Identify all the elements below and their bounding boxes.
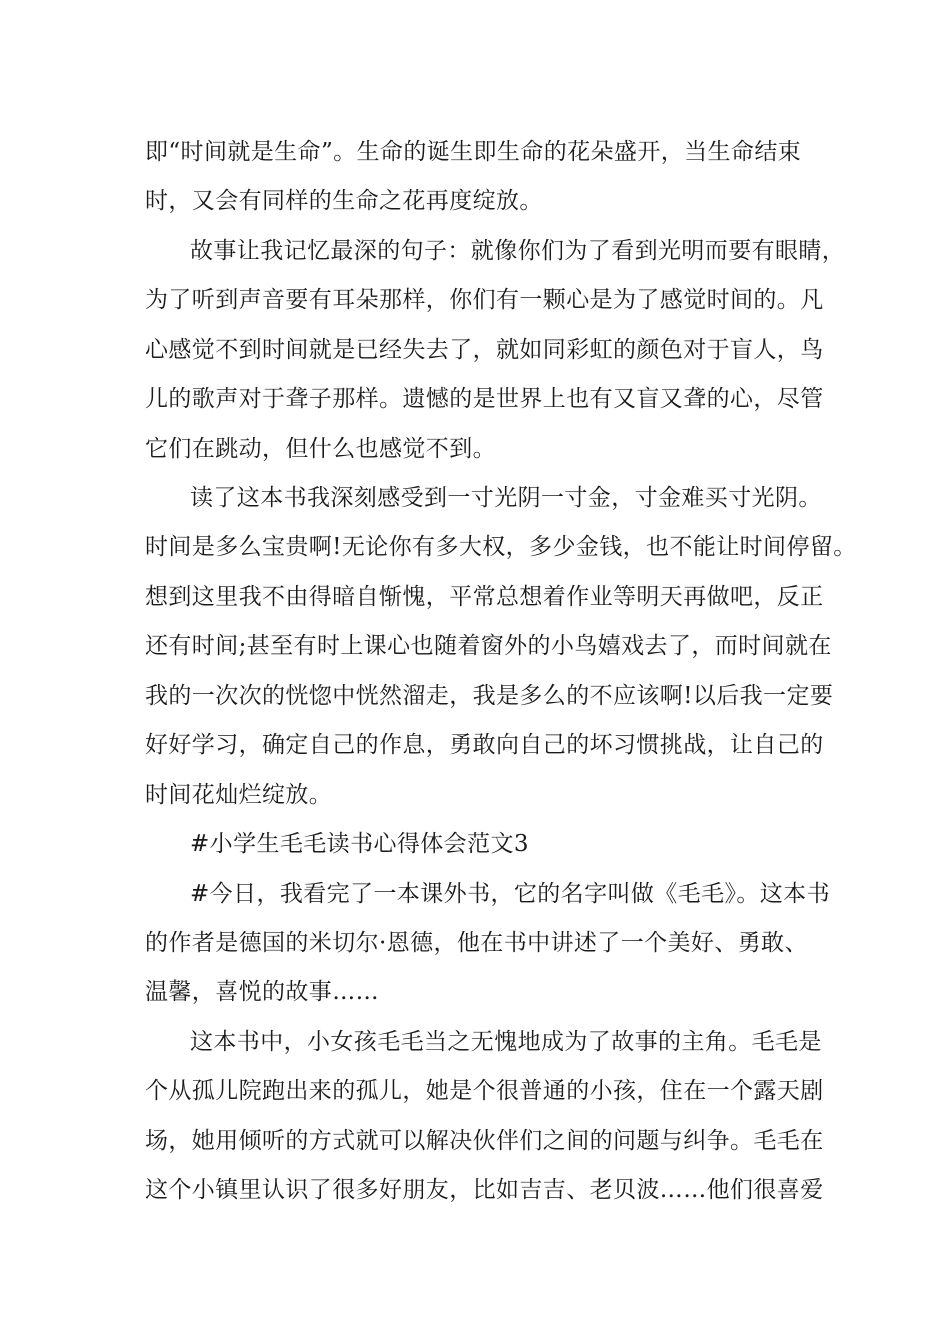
text-line: 场，她用倾听的方式就可以解决伙伴们之间的问题与纠争。毛毛在 — [145, 1128, 824, 1154]
text-line: 的作者是德国的米切尔·恩德，他在书中讲述了一个美好、勇敢、 — [145, 930, 808, 956]
section-heading: #小学生毛毛读书心得体会范文3 — [190, 831, 529, 857]
paragraph-start-line: #今日，我看完了一本课外书，它的名字叫做《毛毛》。这本书 — [190, 881, 830, 907]
text-line: 想到这里我不由得暗自惭愧，平常总想着作业等明天再做吧，反正 — [145, 584, 824, 610]
text-line: 儿的歌声对于聋子那样。遗憾的是世界上也有又盲又聋的心，尽管 — [145, 386, 824, 412]
text-line: 还有时间;甚至有时上课心也随着窗外的小鸟嬉戏去了，而时间就在 — [145, 633, 832, 659]
text-line: 心感觉不到时间就是已经失去了，就如同彩虹的颜色对于盲人，鸟 — [145, 337, 824, 363]
text-line: 个从孤儿院跑出来的孤儿，她是个很普通的小孩，住在一个露天剧 — [145, 1078, 824, 1104]
text-line: 时，又会有同样的生命之花再度绽放。 — [145, 188, 543, 214]
text-line: 为了听到声音要有耳朵那样，你们有一颗心是为了感觉时间的。凡 — [145, 287, 824, 313]
text-line: 温馨，喜悦的故事…… — [145, 979, 379, 1005]
paragraph-start-line: 这本书中，小女孩毛毛当之无愧地成为了故事的主角。毛毛是 — [190, 1029, 822, 1055]
text-line: 它们在跳动，但什么也感觉不到。 — [145, 436, 496, 462]
text-line: 即“时间就是生命”。生命的诞生即生命的花朵盛开，当生命结束 — [145, 139, 802, 165]
text-line: 时间花灿烂绽放。 — [145, 782, 333, 808]
text-line: 时间是多么宝贵啊!无论你有多大权，多少金钱，也不能让时间停留。 — [145, 534, 857, 560]
text-line: 好好学习，确定自己的作息，勇敢向自己的坏习惯挑战，让自己的 — [145, 732, 824, 758]
paragraph-start-line: 读了这本书我深刻感受到一寸光阴一寸金，寸金难买寸光阴。 — [190, 485, 822, 511]
text-line: 我的一次次的恍惚中恍然溜走，我是多么的不应该啊!以后我一定要 — [145, 683, 834, 709]
text-line: 这个小镇里认识了很多好朋友，比如吉吉、老贝波……他们很喜爱 — [145, 1177, 824, 1203]
paragraph-start-line: 故事让我记忆最深的句子：就像你们为了看到光明而要有眼睛， — [190, 238, 846, 264]
